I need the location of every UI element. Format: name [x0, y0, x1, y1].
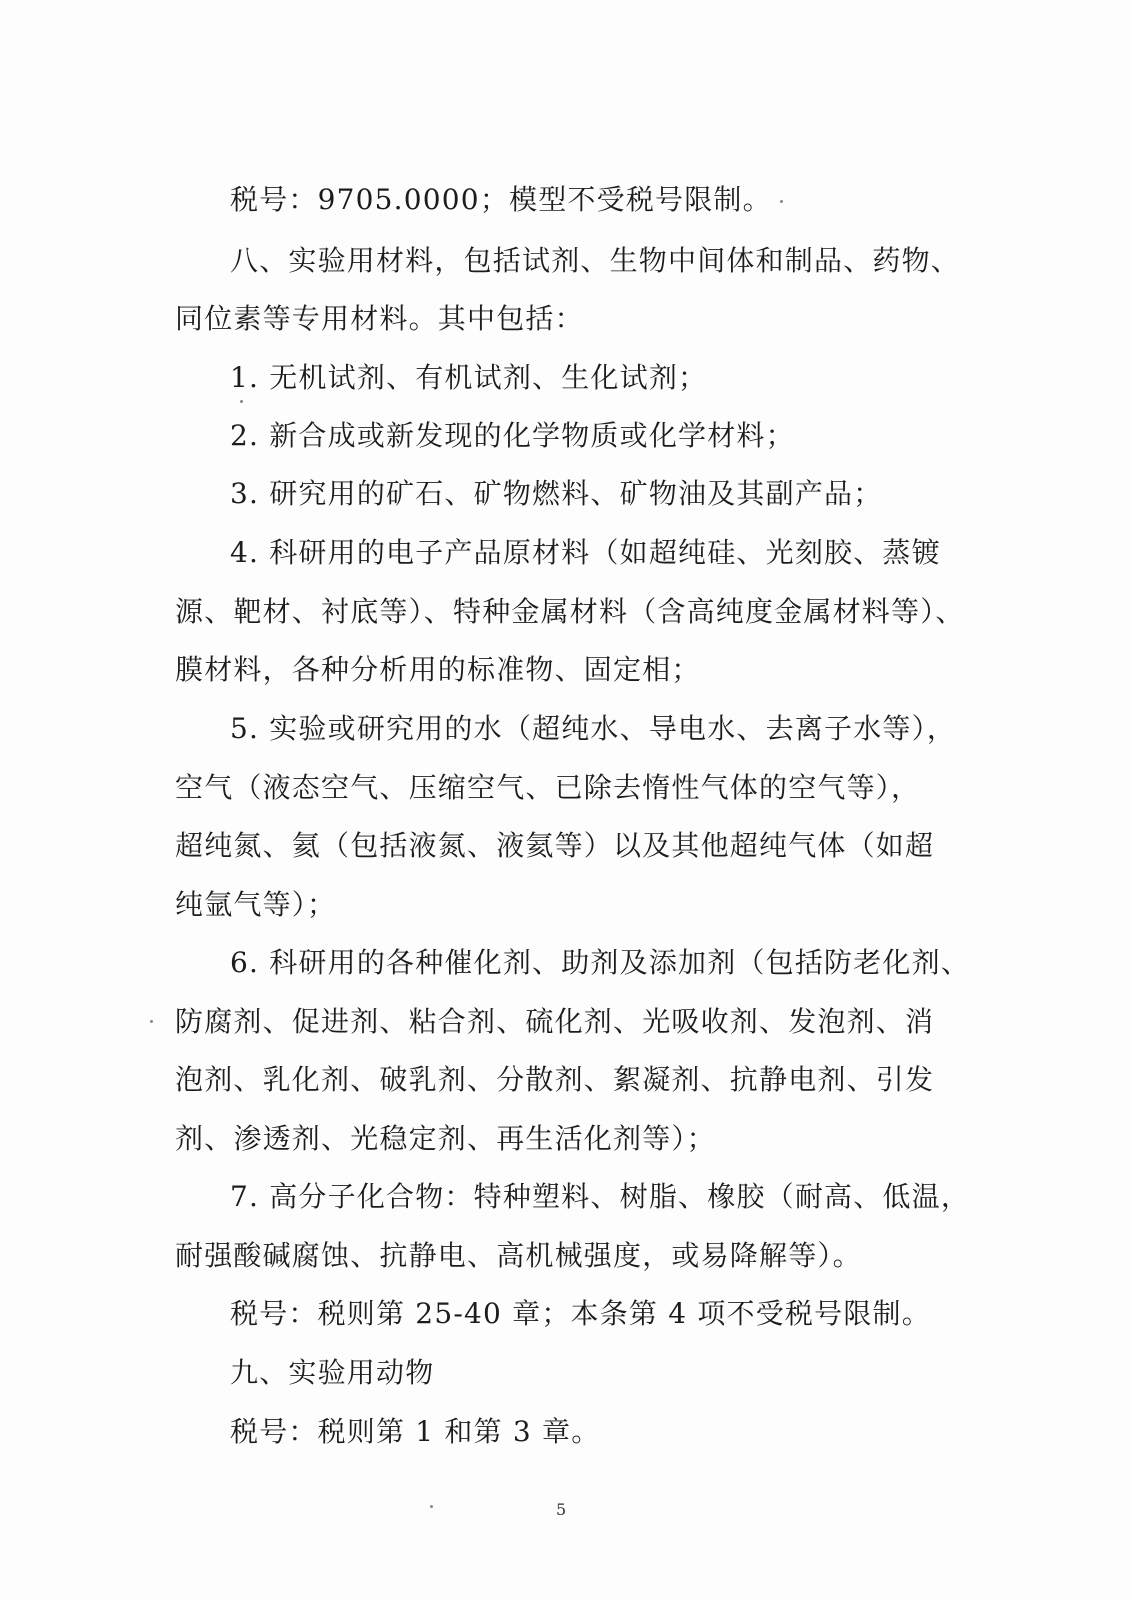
text-line: 膜材料，各种分析用的标准物、固定相；	[175, 653, 701, 686]
scan-speck	[430, 1505, 433, 1508]
list-item: 6. 科研用的各种催化剂、助剂及添加剂（包括防老化剂、	[230, 946, 971, 979]
scan-speck	[240, 400, 243, 403]
text-line: 空气（液态空气、压缩空气、已除去惰性气体的空气等），	[175, 771, 921, 804]
list-item: 4. 科研用的电子产品原材料（如超纯硅、光刻胶、蒸镀	[230, 536, 941, 569]
scan-speck	[780, 200, 783, 203]
list-item: 1. 无机试剂、有机试剂、生化试剂；	[230, 361, 708, 394]
text-line: 税号：9705.0000；模型不受税号限制。	[230, 183, 772, 216]
list-item: 7. 高分子化合物：特种塑料、树脂、橡胶（耐高、低温，	[230, 1180, 971, 1213]
page-number: 5	[556, 1500, 567, 1519]
text-line: 防腐剂、促进剂、粘合剂、硫化剂、光吸收剂、发泡剂、消	[175, 1005, 935, 1038]
text-line: 剂、渗透剂、光稳定剂、再生活化剂等）；	[175, 1122, 716, 1155]
section-heading: 八、实验用材料，包括试剂、生物中间体和制品、药物、	[230, 244, 961, 277]
list-item: 3. 研究用的矿石、矿物燃料、矿物油及其副产品；	[230, 477, 883, 510]
text-line: 同位素等专用材料。其中包括：	[175, 302, 584, 335]
text-line: 超纯氮、氦（包括液氮、液氦等）以及其他超纯气体（如超	[175, 829, 935, 862]
text-line: 纯氩气等）；	[175, 888, 337, 921]
text-line: 税号：税则第 25-40 章；本条第 4 项不受税号限制。	[230, 1297, 931, 1330]
section-heading: 九、实验用动物	[230, 1356, 435, 1389]
list-item: 2. 新合成或新发现的化学物质或化学材料；	[230, 419, 795, 452]
text-line: 源、靶材、衬底等）、特种金属材料（含高纯度金属材料等）、	[175, 595, 965, 628]
text-line: 耐强酸碱腐蚀、抗静电、高机械强度，或易降解等）。	[175, 1239, 862, 1272]
text-line: 税号：税则第 1 和第 3 章。	[230, 1415, 601, 1448]
text-line: 泡剂、乳化剂、破乳剂、分散剂、絮凝剂、抗静电剂、引发	[175, 1063, 935, 1096]
list-item: 5. 实验或研究用的水（超纯水、导电水、去离子水等），	[230, 712, 957, 745]
scan-speck	[150, 1020, 153, 1023]
